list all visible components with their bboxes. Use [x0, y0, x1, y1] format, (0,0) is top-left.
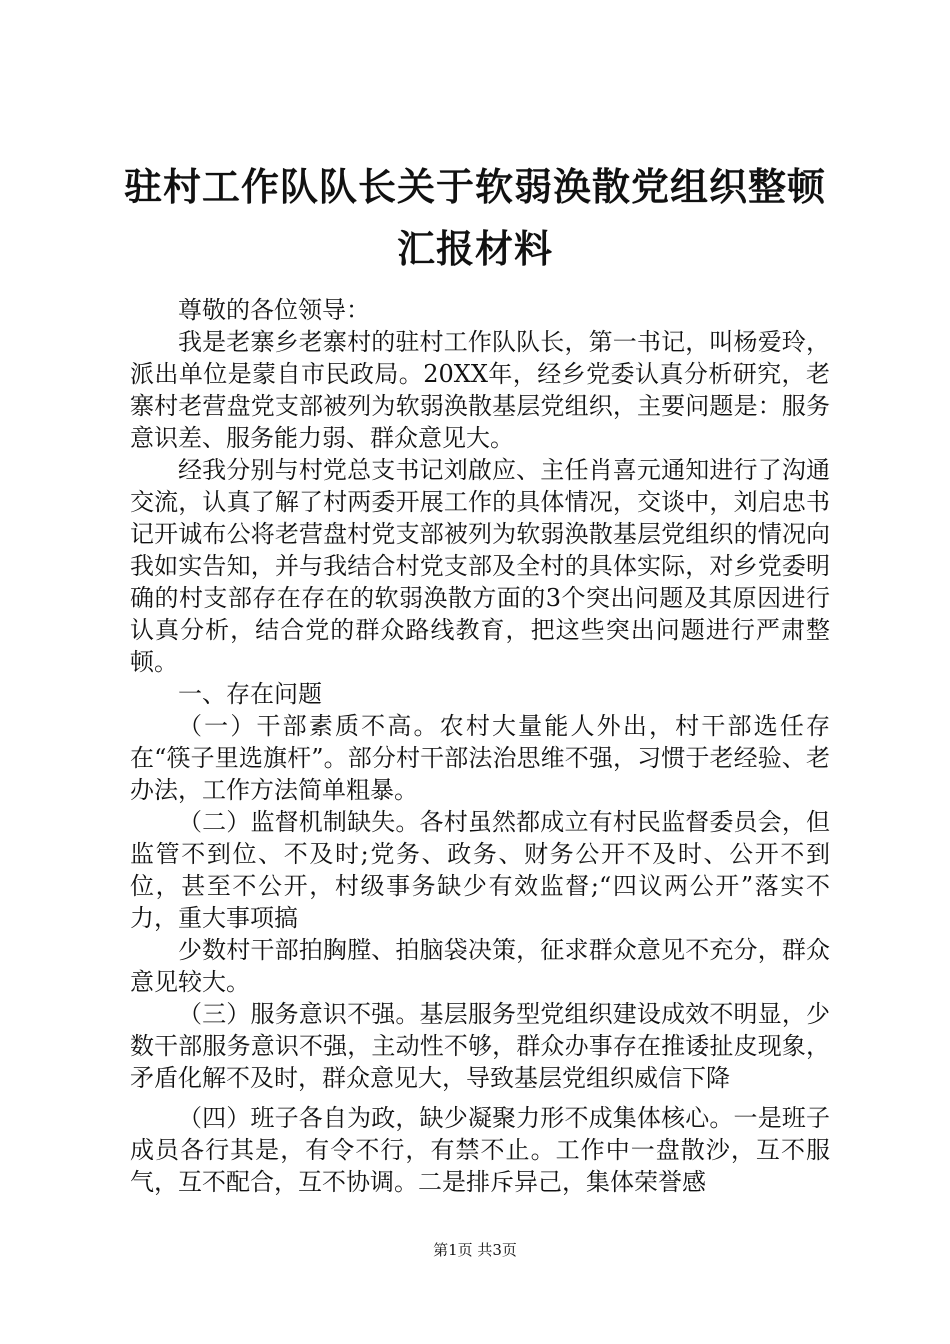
salutation: 尊敬的各位领导： — [178, 296, 370, 324]
paragraph-problem-2-cont: 少数村干部拍胸膛、拍脑袋决策，征求群众意见不充分，群众意见较大。 — [130, 936, 830, 996]
paragraph-problem-2: （二）监督机制缺失。各村虽然都成立有村民监督委员会，但监管不到位、不及时;党务、政务、财务公开不及时、公开不到位，甚至不公开，村级事务缺少有效监督;“四议两公开”落实不力，重大事项搞 — [130, 808, 830, 932]
document-body — [130, 294, 830, 1198]
paragraph-problem-3: （三）服务意识不强。基层服务型党组织建设成效不明显，少数干部服务意识不强，主动性不够，群众办事存在推诿扯皮现象，矛盾化解不及时，群众意见大，导致基层党组织威信下降 — [130, 1000, 830, 1092]
document-title: 驻村工作队队长关于软弱涣散党组织整顿汇报材料 — [123, 164, 826, 271]
section-heading-problems: 一、存在问题 — [178, 680, 322, 708]
paragraph-problem-1: （一）干部素质不高。农村大量能人外出，村干部选任存在“筷子里选旗杆”。部分村干部法治思维不强，习惯于老经验、老办法，工作方法简单粗暴。 — [130, 712, 830, 804]
paragraph-intro: 我是老寨乡老寨村的驻村工作队队长，第一书记，叫杨爱玲，派出单位是蒙自市民政局。20XX年，经乡党委认真分析研究，老寨村老营盘党支部被列为软弱涣散基层党组织，主要问题是：服务意识差、服务能力弱、群众意见大。 — [130, 328, 830, 452]
page-footer: 第1页 共3页 — [433, 1241, 517, 1259]
paragraph-problem-4: （四）班子各自为政，缺少凝聚力形不成集体核心。一是班子成员各行其是，有令不行，有禁不止。工作中一盘散沙，互不服气，互不配合，互不协调。二是排斥异己，集体荣誉感 — [130, 1104, 830, 1196]
paragraph-communication: 经我分别与村党总支书记刘啟应、主任肖喜元通知进行了沟通交流，认真了解了村两委开展工作的具体情况，交谈中，刘启忠书记开诚布公将老营盘村党支部被列为软弱涣散基层党组织的情况向我如实告知，并与我结合村党支部及全村的具体实际，对乡党委明确的村支部存在存在的软弱涣散方面的3个突出问题及其原因进行认真分析，结合党的群众路线教育，把这些突出问题进行严肃整顿。 — [130, 456, 830, 676]
